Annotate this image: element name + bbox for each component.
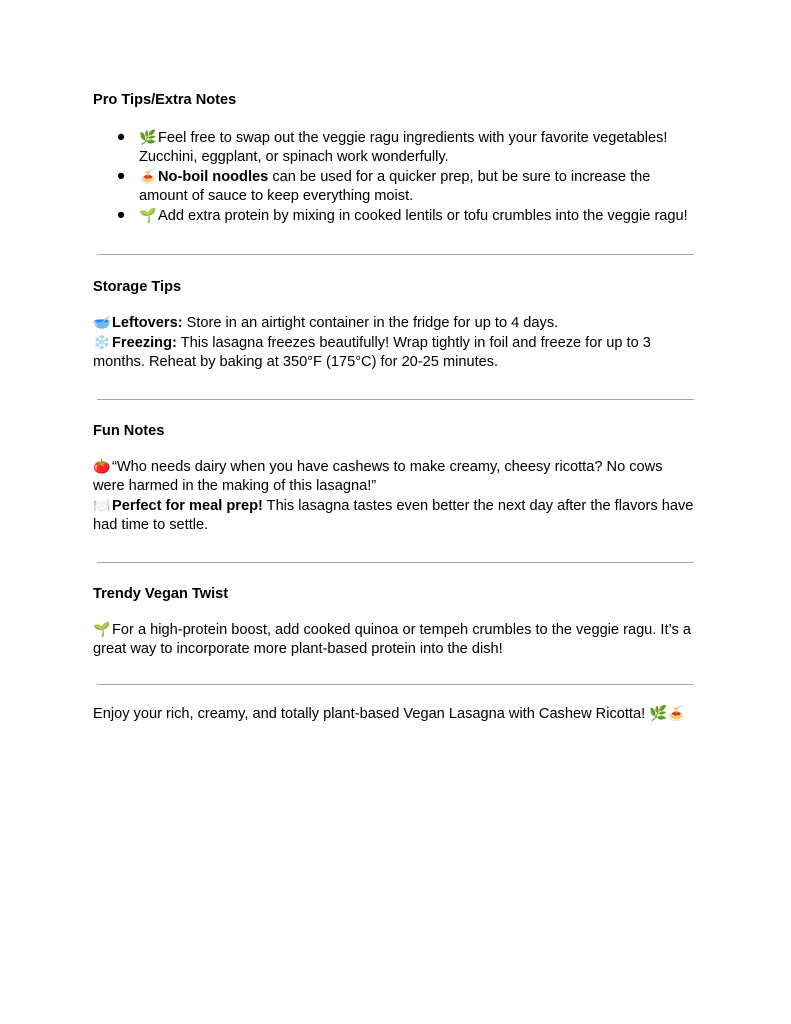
list-item (93, 167, 695, 206)
bullet-icon: ● (116, 129, 126, 145)
closing-paragraph (93, 705, 695, 724)
leftovers-paragraph (93, 313, 695, 333)
herb-icon: 🌿 (649, 706, 668, 722)
storage-tips-heading: Storage Tips (93, 279, 182, 295)
meal-prep-text: This lasagna tastes even better the next day after the flavors have had time to settle. (93, 498, 694, 533)
seedling-icon: 🌱 (93, 621, 111, 637)
closing-text: Enjoy your rich, creamy, and totally plant-based Vegan Lasagna with Cashew Ricotta! (93, 706, 646, 722)
leftovers-label: Leftovers: (112, 315, 183, 331)
list-item (93, 206, 695, 226)
list-item-text: can be used for a quicker prep, but be sure to increase the amount of sauce to keep everything moist. (139, 169, 651, 204)
list-item (93, 128, 695, 167)
quote-paragraph (93, 457, 695, 496)
fun-notes-heading: Fun Notes (93, 423, 165, 439)
trendy-text: For a high-protein boost, add cooked quinoa or tempeh crumbles to the veggie ragu. It’s a great way to incorporate more plant-based protein into the dish! (93, 622, 691, 657)
freezing-text: This lasagna freezes beautifully! Wrap tightly in foil and freeze for up to 3 months. Reheat by baking at 350°F (175°C) for 20-25 minutes. (93, 335, 651, 370)
bowl-icon: 🥣 (93, 314, 111, 330)
herb-icon: 🌿 (139, 129, 157, 145)
trendy-twist-heading: Trendy Vegan Twist (93, 586, 229, 602)
spaghetti-icon: 🍝 (667, 706, 686, 722)
freezing-label: Freezing: (112, 335, 177, 351)
meal-prep-label: Perfect for meal prep! (112, 498, 263, 514)
list-item-text: Feel free to swap out the veggie ragu ingredients with your favorite vegetables! Zucchini, eggplant, or spinach work wonderfully. (139, 130, 668, 165)
freezing-paragraph (93, 333, 695, 372)
trendy-paragraph (93, 620, 695, 659)
pro-tips-heading: Pro Tips/Extra Notes (93, 92, 237, 108)
bullet-icon: ● (116, 207, 126, 223)
list-item-bold: No-boil noodles (158, 169, 269, 185)
tomato-icon: 🍅 (93, 458, 111, 474)
pro-tips-list (93, 128, 695, 226)
document-page (93, 91, 695, 724)
meal-prep-paragraph (93, 496, 695, 535)
seedling-icon: 🌱 (139, 207, 157, 223)
list-item-text: Add extra protein by mixing in cooked lentils or tofu crumbles into the veggie ragu! (158, 208, 688, 224)
plate-icon: 🍽️ (93, 497, 111, 513)
spaghetti-icon: 🍝 (139, 168, 157, 184)
quote-text: “Who needs dairy when you have cashews to make creamy, cheesy ricotta? No cows were harmed in the making of this lasagna!” (93, 459, 663, 494)
snowflake-icon: ❄️ (93, 334, 111, 350)
bullet-icon: ● (116, 168, 126, 184)
leftovers-text: Store in an airtight container in the fridge for up to 4 days. (182, 315, 559, 331)
